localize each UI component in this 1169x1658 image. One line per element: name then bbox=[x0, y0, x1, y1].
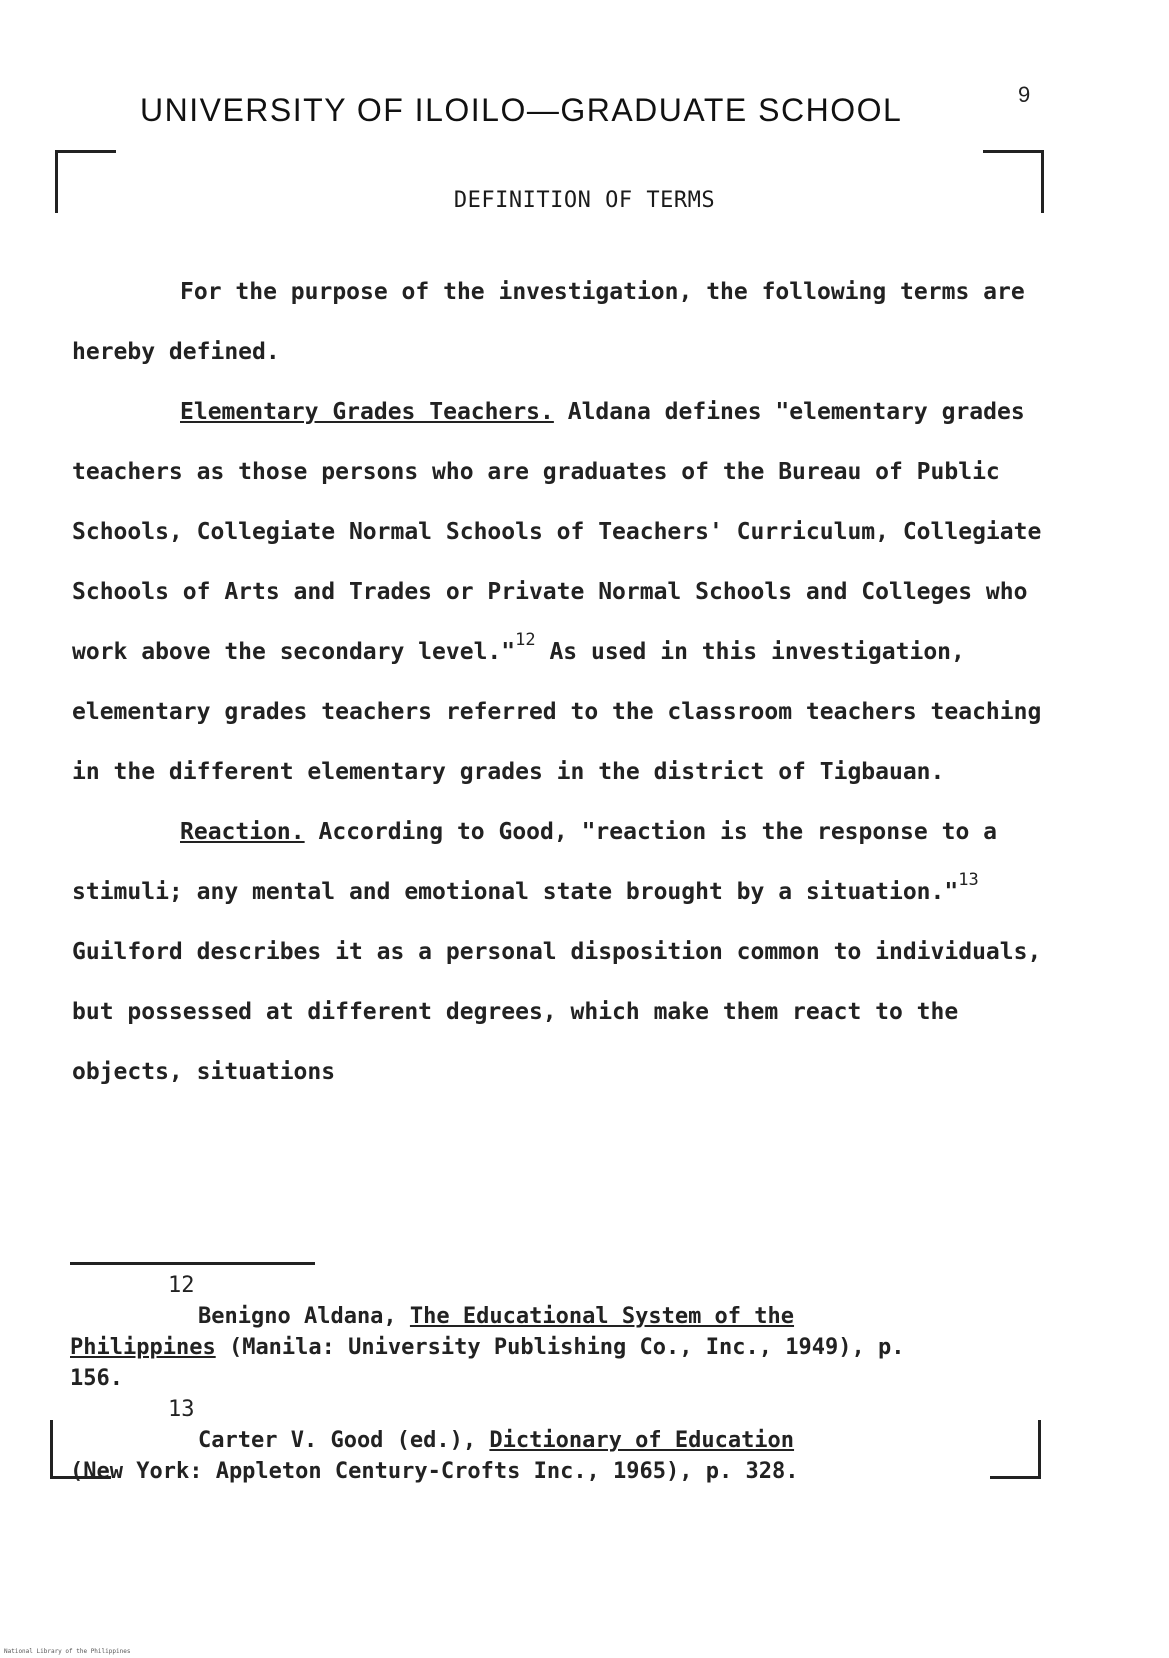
term-elementary-grades-teachers: Elementary Grades Teachers. bbox=[180, 399, 554, 425]
intro-paragraph: For the purpose of the investigation, the following terms are hereby defined. bbox=[72, 279, 1025, 365]
page-number: 9 bbox=[1018, 82, 1031, 107]
footnote-divider bbox=[70, 1262, 315, 1265]
footnote-12-line-1 bbox=[70, 1301, 970, 1332]
scan-footer: National Library of the Philippines bbox=[4, 1648, 131, 1655]
footnotes bbox=[70, 1270, 970, 1487]
reaction-guilford-text: Guilford describes it as a personal disposition common to individuals, but possessed at different degrees, which make them react to the objects, situations bbox=[72, 939, 1042, 1085]
reaction-definition-text: According to Good, "reaction is the response to a stimuli; any mental and emotional state brought by a situation." bbox=[72, 819, 997, 905]
body-text bbox=[72, 262, 1072, 1102]
footnote-12-number: 12 bbox=[168, 1273, 195, 1298]
footnote-13-title: Dictionary of Education bbox=[489, 1428, 795, 1453]
corner-bracket-bottom-right bbox=[990, 1420, 1041, 1479]
elementary-definition-text: Aldana defines "elementary grades teachers as those persons who are graduates of the Bureau of Public Schools, Collegiate Normal Schools of Teachers' Curriculum, Collegiate Schools of Arts and Trades or Private Normal Schools and Colleges who work above the secondary level." bbox=[72, 399, 1042, 665]
reaction-paragraph bbox=[72, 802, 1072, 1102]
elementary-usage-text: As used in this investigation, elementary grades teachers referred to the classroom teachers teaching in the different elementary grades in the district of Tigbauan. bbox=[72, 639, 1042, 785]
footnote-12-rest bbox=[70, 1332, 970, 1394]
footnote-13-author: Carter V. Good (ed.), bbox=[198, 1428, 490, 1453]
term-reaction: Reaction. bbox=[180, 819, 305, 845]
elementary-teachers-paragraph bbox=[72, 382, 1072, 802]
footnote-13-publication: (New York: Appleton Century-Crofts Inc., 1965), p. 328. bbox=[70, 1459, 799, 1484]
footnote-13-number: 13 bbox=[168, 1397, 195, 1422]
footnote-12-title-b: Philippines bbox=[70, 1335, 216, 1360]
page-header: UNIVERSITY OF ILOILO—GRADUATE SCHOOL bbox=[140, 92, 903, 128]
footnote-ref-12: 12 bbox=[515, 630, 536, 650]
footnote-13-line-1 bbox=[70, 1425, 970, 1456]
section-title: DEFINITION OF TERMS bbox=[453, 188, 716, 213]
corner-bracket-bottom-left bbox=[50, 1420, 111, 1479]
footnote-12-author: Benigno Aldana, bbox=[198, 1304, 410, 1329]
footnote-12-title-a: The Educational System of the bbox=[409, 1304, 795, 1329]
footnote-ref-13: 13 bbox=[958, 870, 979, 890]
footnote-12-publication: (Manila: University Publishing Co., Inc., 1949), p. 156. bbox=[70, 1335, 905, 1391]
